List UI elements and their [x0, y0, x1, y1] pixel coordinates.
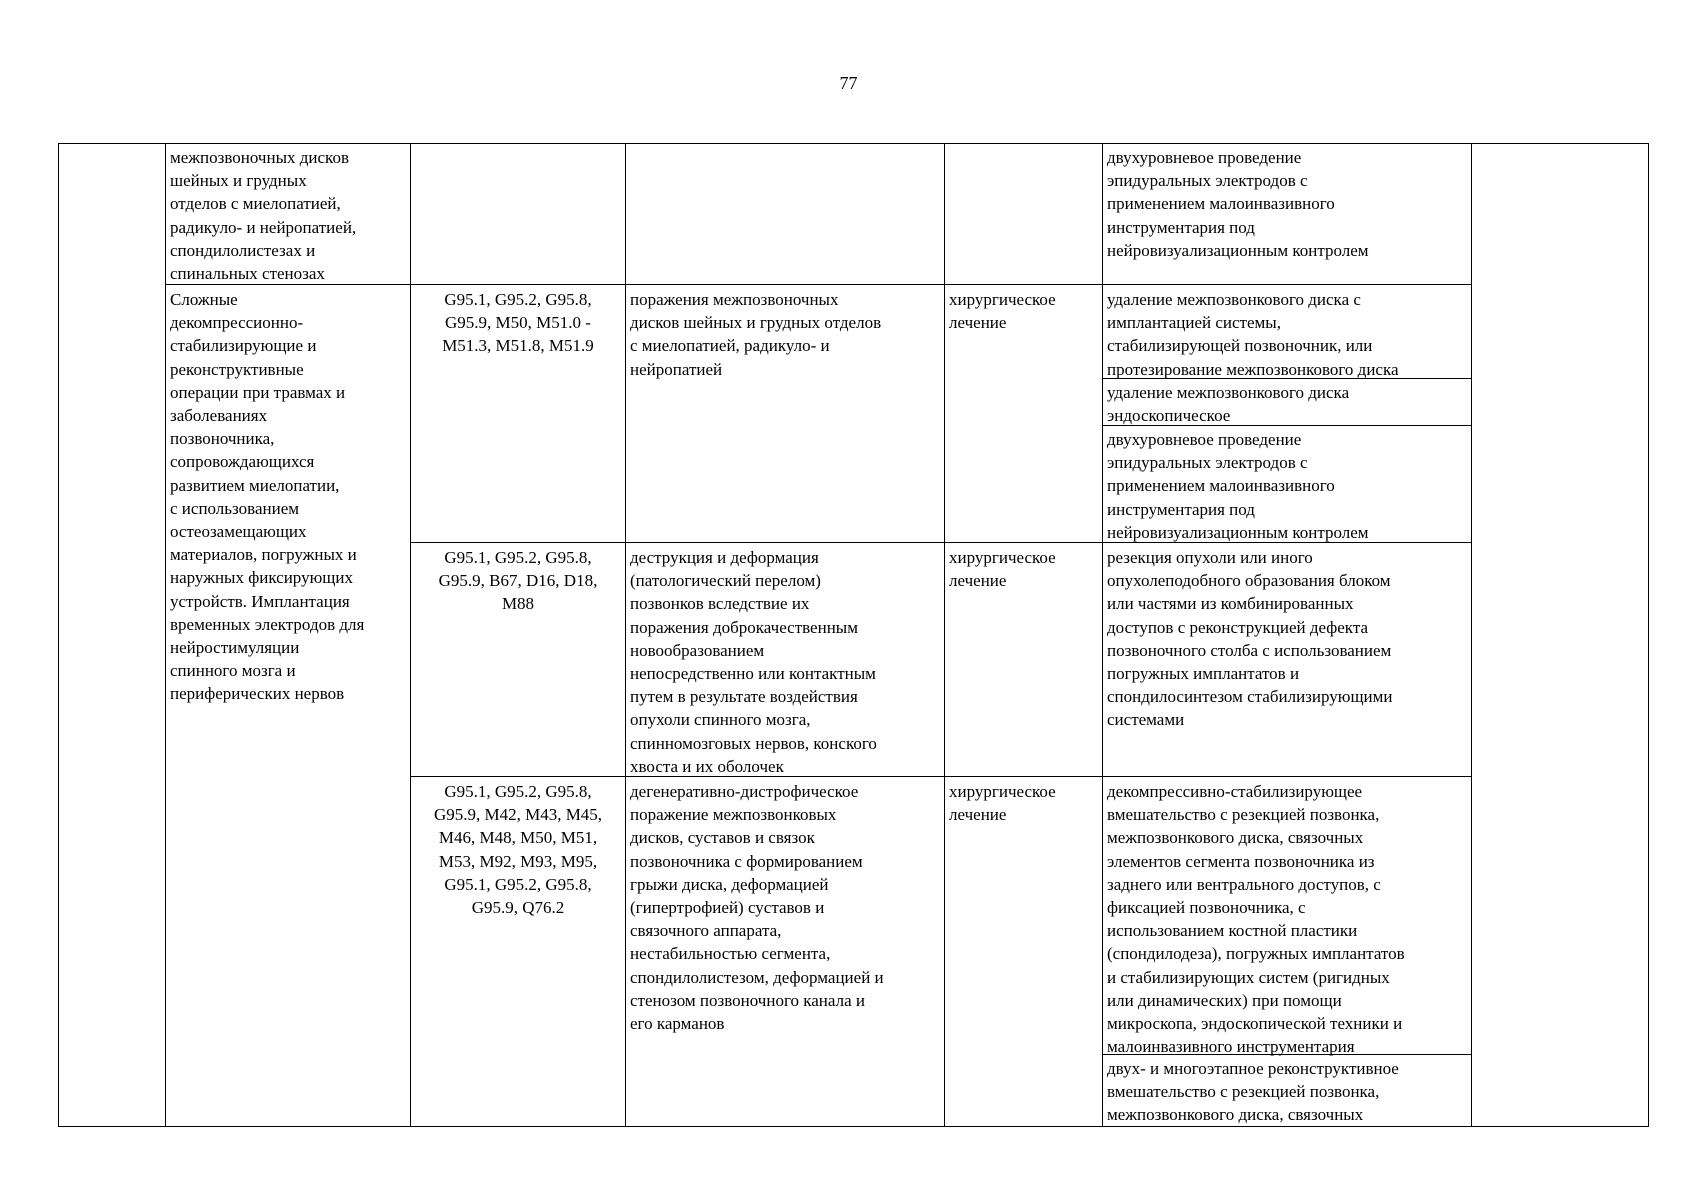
text-line: дисков, суставов и связок — [630, 828, 815, 848]
text-line: лечение — [949, 805, 1007, 825]
cell-name-continuation — [170, 146, 356, 285]
text-line: нейровизуализационным контролем — [1107, 522, 1369, 542]
text-line: G95.9, M50, M51.0 - — [445, 313, 591, 333]
text-line: G95.9, M42, M43, M45, — [433, 805, 603, 825]
text-line: (патологический перелом) — [630, 571, 821, 591]
text-line: спондилолистезах и — [170, 240, 316, 260]
text-line: двухуровневое проведение — [1107, 148, 1302, 167]
text-line: периферических нервов — [170, 684, 345, 704]
text-line: или частями из комбинированных — [1107, 594, 1354, 614]
text-line: лечение — [949, 571, 1007, 591]
text-line: поражения доброкачественным — [630, 617, 858, 637]
text-line: инструментария под — [1107, 499, 1255, 519]
table-border-left — [58, 143, 59, 1127]
medical-procedures-table — [58, 143, 1649, 1127]
text-line: G95.9, Q76.2 — [471, 898, 565, 918]
text-line: дисков шейных и грудных отделов — [630, 313, 882, 333]
text-line: стабилизирующей позвоночник, или — [1107, 336, 1373, 356]
text-line: удаление межпозвонкового диска — [1107, 383, 1350, 402]
text-line: операции при травмах и — [170, 382, 346, 402]
text-line: спинальных стенозах — [170, 264, 325, 284]
table-border-bottom — [58, 1126, 1649, 1127]
text-line: (гипертрофией) суставов и — [630, 898, 825, 918]
cell-method-row-1a — [1107, 288, 1399, 381]
text-line: резекция опухоли или иного — [1107, 548, 1313, 567]
cell-method-row-3b — [1107, 1057, 1399, 1127]
text-line: шейных и грудных — [170, 171, 307, 191]
text-line: хвоста и их оболочек — [630, 756, 784, 776]
text-line: G95.1, G95.2, G95.8, — [444, 874, 592, 894]
text-line: наружных фиксирующих — [170, 568, 353, 588]
text-line: нейростимуляции — [170, 638, 300, 658]
text-line: нейропатией — [630, 359, 723, 379]
text-line: заднего или вентрального доступов, с — [1107, 874, 1381, 894]
text-line: лечение — [949, 313, 1007, 333]
text-line: применением малоинвазивного — [1107, 476, 1335, 496]
text-line: опухоли спинного мозга, — [630, 710, 811, 730]
text-line: микроскопа, эндоскопической техники и — [1107, 1014, 1403, 1034]
cell-treatment-row-3 — [949, 780, 1056, 826]
text-line: использованием костной пластики — [1107, 921, 1358, 941]
text-line: эндоскопическое — [1107, 406, 1231, 426]
text-line: декомпрессионно- — [170, 313, 304, 333]
text-line: вмешательство с резекцией позвонка, — [1107, 805, 1380, 825]
text-line: (спондилодеза), погружных имплантатов — [1107, 944, 1405, 964]
text-line: позвоночного столба с использованием — [1107, 640, 1392, 660]
text-line: его карманов — [630, 1014, 725, 1034]
text-line: радикуло- и нейропатией, — [170, 217, 357, 237]
text-line: вмешательство с резекцией позвонка, — [1107, 1082, 1380, 1102]
text-line: межпозвоночных дисков — [170, 148, 349, 167]
cell-codes-row-1 — [411, 288, 625, 358]
text-line: применением малоинвазивного — [1107, 194, 1335, 214]
row-divider — [165, 284, 1471, 285]
text-line: M88 — [501, 594, 535, 614]
text-line: G95.1, G95.2, G95.8, — [444, 782, 592, 801]
text-line: материалов, погружных и — [170, 545, 357, 565]
text-line: нейровизуализационным контролем — [1107, 240, 1369, 260]
column-divider — [1102, 143, 1103, 1127]
text-line: двухуровневое проведение — [1107, 430, 1302, 449]
text-line: элементов сегмента позвоночника из — [1107, 851, 1375, 871]
text-line: устройств. Имплантация — [170, 591, 350, 611]
text-line: позвонков вследствие их — [630, 594, 810, 614]
cell-method-continuation — [1107, 146, 1369, 262]
cell-method-row-3a — [1107, 780, 1405, 1058]
text-line: межпозвонкового диска, связочных — [1107, 828, 1364, 848]
text-line: G95.1, G95.2, G95.8, — [444, 548, 592, 567]
text-line: нестабильностью сегмента, — [630, 944, 831, 964]
text-line: связочного аппарата, — [630, 921, 782, 941]
text-line: удаление межпозвонкового диска с — [1107, 290, 1361, 309]
text-line: Сложные — [170, 290, 238, 309]
cell-group-name — [170, 288, 364, 706]
text-line: заболеваниях — [170, 406, 268, 426]
text-line: хирургическое — [949, 548, 1056, 567]
cell-model-row-3 — [630, 780, 884, 1035]
cell-method-row-2 — [1107, 546, 1393, 732]
text-line: дегенеративно-дистрофическое — [630, 782, 859, 801]
table-border-right — [1648, 143, 1649, 1127]
cell-codes-row-3 — [411, 780, 625, 919]
cell-model-row-1 — [630, 288, 881, 381]
text-line: хирургическое — [949, 782, 1056, 801]
cell-method-row-1c — [1107, 428, 1369, 544]
text-line: M46, M48, M50, M51, — [438, 828, 598, 848]
text-line: остеозамещающих — [170, 522, 307, 542]
text-line: G95.9, B67, D16, D18, — [438, 571, 598, 591]
text-line: реконструктивные — [170, 359, 304, 379]
text-line: поражения межпозвоночных — [630, 290, 839, 309]
text-line: спинного мозга и — [170, 661, 296, 681]
text-line: позвоночника, — [170, 429, 275, 449]
text-line: фиксацией позвоночника, с — [1107, 898, 1306, 918]
page-number: 77 — [839, 73, 858, 93]
text-line: стенозом позвоночного канала и — [630, 990, 865, 1010]
column-divider — [165, 143, 166, 1127]
text-line: новообразованием — [630, 640, 765, 660]
row-divider — [410, 776, 1471, 777]
text-line: имплантацией системы, — [1107, 313, 1281, 333]
column-divider — [1471, 143, 1472, 1127]
column-divider — [625, 143, 626, 1127]
text-line: спинномозговых нервов, конского — [630, 733, 877, 753]
text-line: развитием миелопатии, — [170, 475, 340, 495]
text-line: грыжи диска, деформацией — [630, 874, 829, 894]
text-line: G95.1, G95.2, G95.8, — [444, 290, 592, 309]
cell-model-row-2 — [630, 546, 877, 778]
text-line: двух- и многоэтапное реконструктивное — [1107, 1059, 1399, 1078]
text-line: декомпрессивно-стабилизирующее — [1107, 782, 1363, 801]
text-line: межпозвонкового диска, связочных — [1107, 1105, 1364, 1125]
cell-method-row-1b — [1107, 381, 1349, 427]
text-line: эпидуральных электродов с — [1107, 453, 1308, 473]
column-divider — [944, 143, 945, 1127]
text-line: или динамических) при помощи — [1107, 990, 1342, 1010]
text-line: спондилосинтезом стабилизирующими — [1107, 687, 1393, 707]
text-line: погружных имплантатов и — [1107, 664, 1300, 684]
text-line: системами — [1107, 710, 1185, 730]
text-line: инструментария под — [1107, 217, 1255, 237]
text-line: малоинвазивного инструментария — [1107, 1037, 1355, 1057]
text-line: непосредственно или контактным — [630, 664, 876, 684]
text-line: стабилизирующие и — [170, 336, 317, 356]
text-line: временных электродов для — [170, 614, 365, 634]
text-line: M53, M92, M93, M95, — [438, 851, 598, 871]
cell-codes-row-2 — [411, 546, 625, 616]
text-line: деструкция и деформация — [630, 548, 819, 567]
text-line: хирургическое — [949, 290, 1056, 309]
text-line: поражение межпозвонковых — [630, 805, 837, 825]
text-line: с использованием — [170, 498, 300, 518]
text-line: M51.3, M51.8, M51.9 — [442, 336, 594, 356]
text-line: эпидуральных электродов с — [1107, 171, 1308, 191]
table-border-top — [58, 143, 1649, 144]
text-line: отделов с миелопатией, — [170, 194, 341, 214]
text-line: путем в результате воздействия — [630, 687, 858, 707]
text-line: сопровождающихся — [170, 452, 315, 472]
text-line: спондилолистезом, деформацией и — [630, 967, 884, 987]
text-line: позвоночника с формированием — [630, 851, 863, 871]
text-line: доступов с реконструкцией дефекта — [1107, 617, 1369, 637]
text-line: опухолеподобного образования блоком — [1107, 571, 1391, 591]
text-line: с миелопатией, радикуло- и — [630, 336, 830, 356]
text-line: и стабилизирующих систем (ригидных — [1107, 967, 1390, 987]
cell-treatment-row-2 — [949, 546, 1056, 592]
cell-treatment-row-1 — [949, 288, 1056, 334]
text-line: протезирование межпозвонкового диска — [1107, 359, 1399, 379]
